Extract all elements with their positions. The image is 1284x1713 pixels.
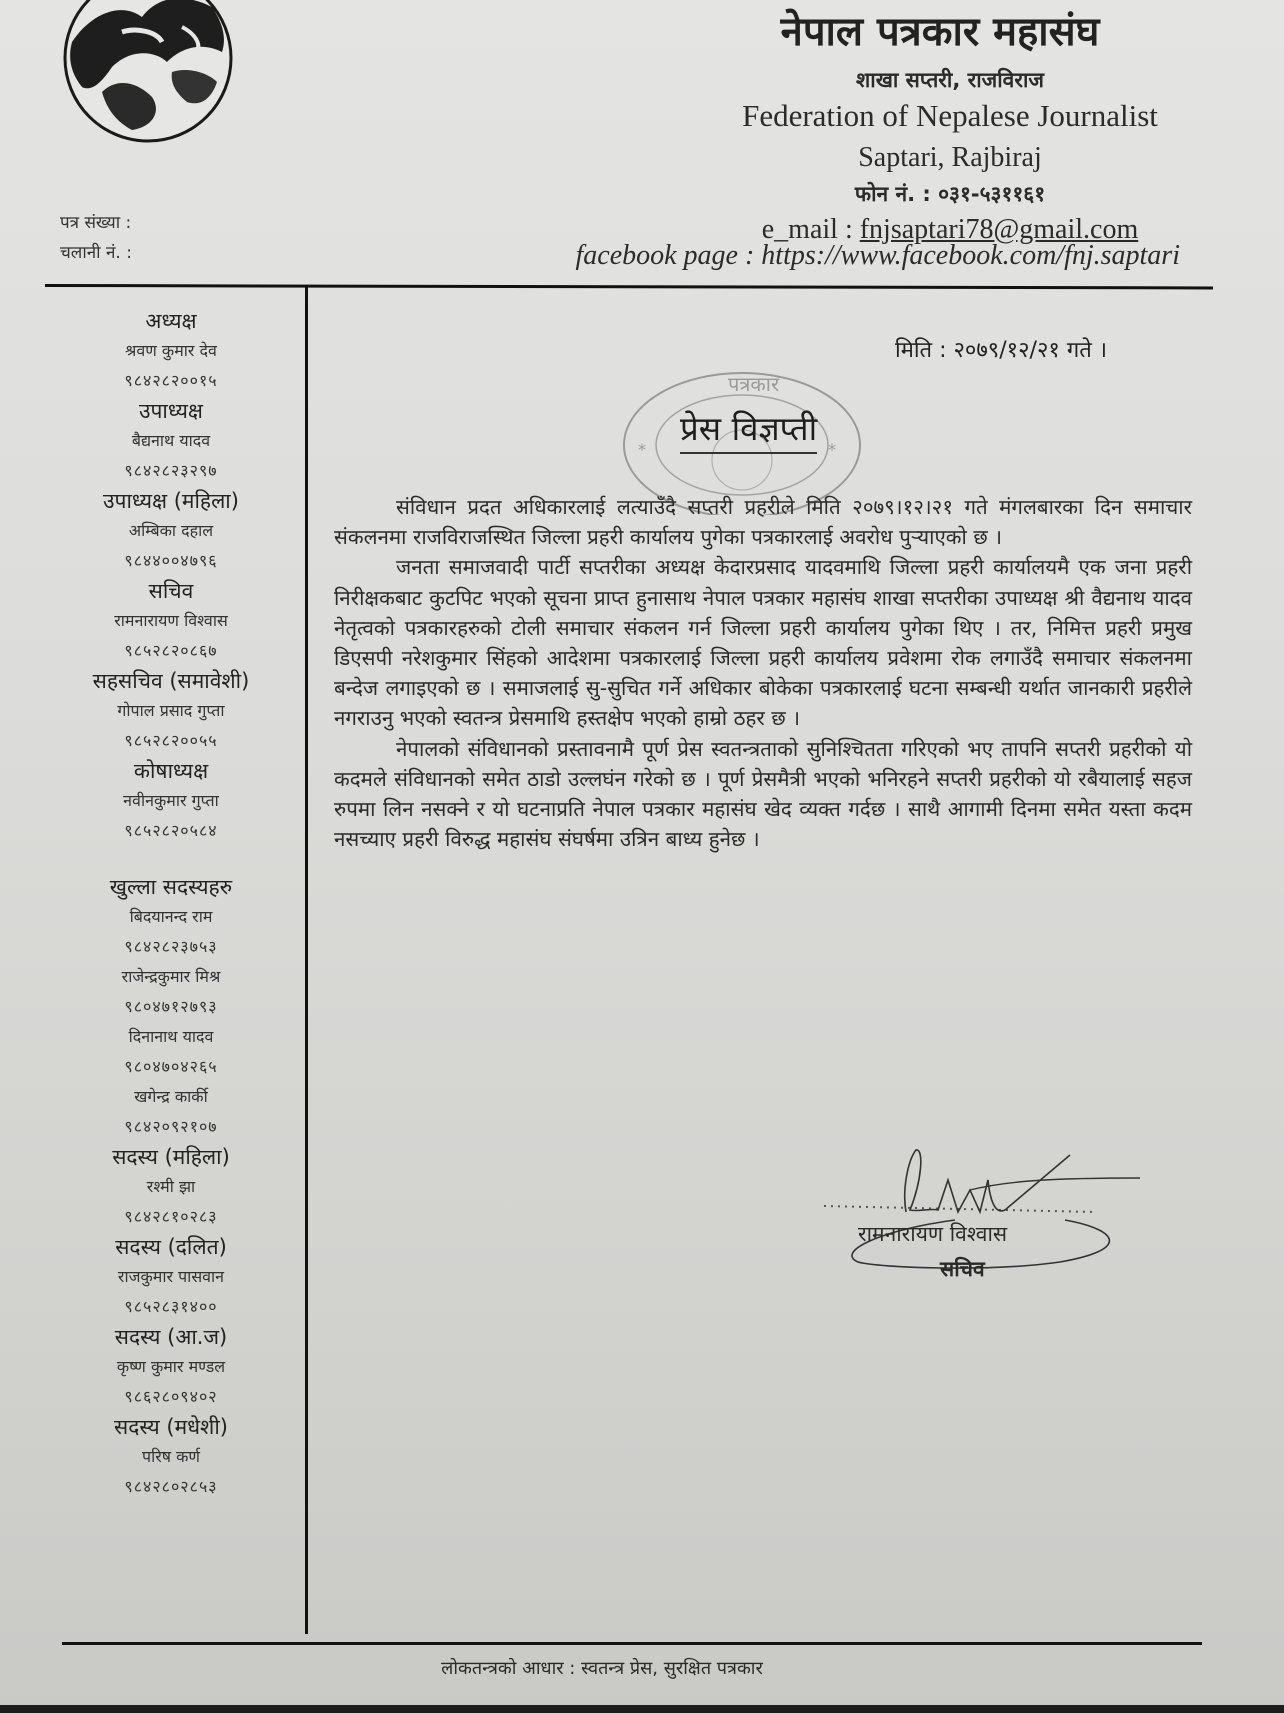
org-phone: फोन नं. : ०३१-५३११६१: [854, 182, 1046, 206]
officer-title: सहसचिव (समावेशी): [92, 669, 250, 693]
facebook-page-link[interactable]: facebook page : https://www.facebook.com/fnj.saptari: [575, 240, 1180, 271]
reserved-member-entry: [40, 1412, 302, 1502]
officer-title: उपाध्यक्ष (महिला): [103, 489, 239, 513]
reserved-member-entry: [40, 1142, 302, 1232]
email-label: e_mail :: [761, 214, 860, 245]
officer-title: कोषाध्यक्ष: [133, 759, 209, 783]
svg-text:*: *: [828, 440, 836, 459]
member-name: रश्मी झा: [146, 1177, 196, 1196]
member-name: बिदयानन्द राम: [129, 907, 213, 926]
officer-name: श्रवण कुमार देव: [125, 341, 217, 360]
member-entry: [40, 902, 302, 962]
member-entry: [40, 1022, 302, 1082]
fnj-logo-icon: [62, 0, 234, 144]
reserved-member-entry: [40, 1322, 302, 1412]
press-release-body: [334, 492, 1192, 854]
letter-date: मिति : २०७९/१२/२१ गते ।: [895, 338, 1108, 363]
press-release-title: प्रेस विज्ञप्ती: [680, 405, 817, 454]
officer-entry: [40, 756, 302, 846]
org-name-english: Federation of Nepalese Journalist: [742, 98, 1158, 133]
officer-phone: ९८५२८२००५५: [124, 731, 218, 750]
signatory-name: रामनारायण विश्वास: [858, 1222, 1008, 1246]
member-name: परिष कर्ण: [142, 1447, 200, 1466]
officer-phone: ९८४२८२३२९७: [124, 461, 218, 480]
officer-name: अम्बिका दहाल: [128, 521, 214, 540]
officer-name: नवीनकुमार गुप्ता: [123, 791, 219, 810]
body-paragraph: जनता समाजवादी पार्टी सप्तरीका अध्यक्ष केदारप्रसाद यादवमाथि जिल्ला प्रहरी कार्यालयमै एक जना प्रहरी निरीक्षकबाट कुटपिट भएको सूचना प्राप्त हुनासाथ नेपाल पत्रकार महासंघ शाखा सप्तरीका उपाध्यक्ष श्री वैद्यनाथ यादव नेतृत्वको पत्रकारहरुको टोली समाचार संकलन गर्न जिल्ला प्रहरी कार्यालय पुगेका थिए । तर, निमित्त प्रहरी प्रमुख डिएसपी नरेशकुमार सिंहको आदेशमा पत्रकारलाई जिल्ला प्रहरी कार्यालय प्रवेशमा रोक लगाउँदै समाचार संकलनमा बन्देज लगाइएको छ । समाजलाई सु-सुचित गर्ने अधिकार बोकेका पत्रकारलाई घटना सम्बन्धी यर्थात जानकारी प्रहरीले नगराउनु भएको स्वतन्त्र प्रेसमाथि हस्तक्षेप भएको हाम्रो ठहर छ ।: [334, 555, 1192, 731]
member-phone: ९८०४७०४२६५: [124, 1057, 218, 1076]
member-phone: ९८०४७१२७९३: [124, 997, 218, 1016]
spacer: [40, 846, 302, 872]
member-phone: ९८४२८२३७५३: [124, 937, 218, 956]
officer-title: अध्यक्ष: [145, 309, 197, 333]
member-title: सदस्य (दलित): [115, 1235, 227, 1259]
sidebar-divider: [305, 286, 308, 1634]
footer-divider: [62, 1642, 1202, 1645]
member-name: दिनानाथ यादव: [128, 1027, 214, 1046]
officer-entry: [40, 666, 302, 756]
signatory-title: सचिव: [940, 1257, 985, 1281]
committee-sidebar: [40, 306, 302, 1502]
officer-phone: ९८५२८२०८६७: [124, 641, 218, 660]
member-name: राजेन्द्रकुमार मिश्र: [121, 967, 221, 986]
branch-name: शाखा सप्तरी, राजविराज: [856, 68, 1044, 92]
body-paragraph: नेपालको संविधानको प्रस्तावनामै पूर्ण प्रेस स्वतन्त्रताको सुनिश्चितता गरिएको भए तापनि सप्तरी प्रहरीको यो कदमले संविधानको समेत ठाडो उल्लघंन गरेको छ । पूर्ण प्रेसमैत्री भएको भनिरहने सप्तरी प्रहरीको यो रबैयालाई सहज रुपमा लिन नसक्ने र यो घटनाप्रति नेपाल पत्रकार महासंघ खेद व्यक्त गर्दछ । साथै आगामी दिनमा समेत यस्ता कदम नसच्याए प्रहरी विरुद्ध महासंघ संघर्षमा उत्रिन बाध्य हुनेछ ।: [334, 736, 1192, 852]
member-name: राजकुमार पासवान: [117, 1267, 225, 1286]
member-phone: ९८४२०९२१०७: [124, 1117, 218, 1136]
open-members-heading: खुल्ला सदस्यहरु: [109, 875, 233, 899]
dispatch-number-label: चलानी नं. :: [60, 243, 132, 263]
header-divider: [45, 284, 1213, 289]
officer-entry: [40, 396, 302, 486]
photo-edge: [0, 1705, 1284, 1713]
member-entry: [40, 962, 302, 1022]
member-name: खगेन्द्र कार्की: [134, 1087, 208, 1106]
officer-entry: [40, 306, 302, 396]
footer-motto: लोकतन्त्रको आधार : स्वतन्त्र प्रेस, सुरक्षित पत्रकार: [441, 1658, 763, 1679]
member-phone: ९८५२८३१४००: [124, 1297, 218, 1316]
officer-title: उपाध्यक्ष: [138, 399, 203, 423]
svg-text:*: *: [638, 440, 646, 459]
member-phone: ९८४२८१०२८३: [124, 1207, 218, 1226]
member-phone: ९८४२८०२८५३: [124, 1477, 218, 1496]
member-entry: [40, 1082, 302, 1142]
officer-title: सचिव: [148, 579, 194, 603]
org-location: Saptari, Rajbiraj: [858, 142, 1042, 173]
reserved-member-entry: [40, 1232, 302, 1322]
officer-phone: ९८४४००४७९६: [124, 551, 218, 570]
officer-name: बैद्यनाथ यादव: [131, 431, 211, 450]
officer-phone: ९८५२८२०५८४: [124, 821, 218, 840]
member-name: कृष्ण कुमार मण्डल: [116, 1357, 226, 1376]
member-title: सदस्य (महिला): [112, 1145, 230, 1169]
officer-name: रामनारायण विश्वास: [114, 611, 228, 630]
member-title: सदस्य (मधेशी): [114, 1415, 228, 1439]
member-phone: ९८६२८०९४०२: [124, 1387, 218, 1406]
officer-entry: [40, 486, 302, 576]
svg-text:पत्रकार: पत्रकार: [728, 372, 780, 396]
org-name-nepali: नेपाल पत्रकार महासंघ: [780, 9, 1100, 55]
letter-number-label: पत्र संख्या :: [60, 213, 132, 233]
body-paragraph: संविधान प्रदत अधिकारलाई लत्याउँदै सप्तरी प्रहरीले मिति २०७९।१२।२१ गते मंगलबारका दिन समाचार संकलनमा राजविराजस्थित जिल्ला प्रहरी कार्यालय पुगेका पत्रकारलाई अवरोध पुऱ्याएको छ ।: [334, 495, 1192, 550]
officer-name: गोपाल प्रसाद गुप्ता: [117, 701, 225, 720]
officer-phone: ९८४२८२००१५: [124, 371, 218, 390]
officer-entry: [40, 576, 302, 666]
email-link[interactable]: fnjsaptari78@gmail.com: [859, 214, 1139, 245]
member-title: सदस्य (आ.ज): [114, 1325, 228, 1349]
